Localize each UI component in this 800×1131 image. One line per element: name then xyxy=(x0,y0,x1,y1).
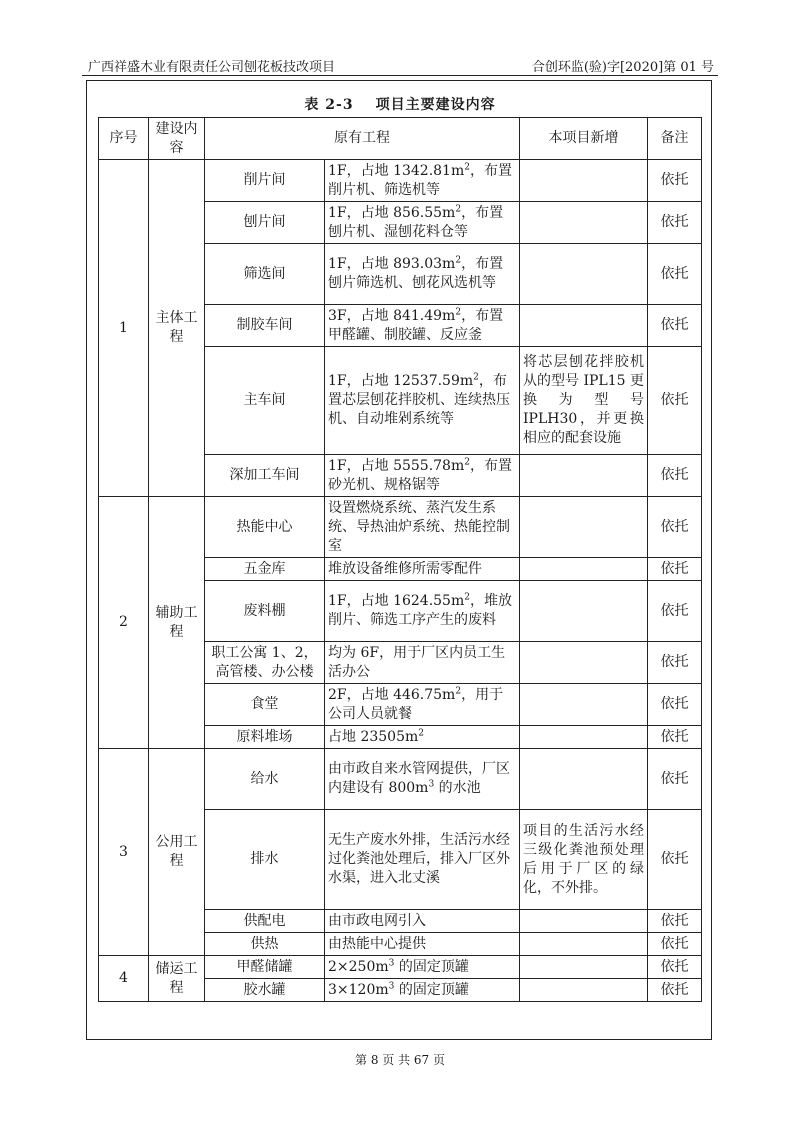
new-addition xyxy=(520,726,648,749)
remark: 依托 xyxy=(648,642,702,684)
original-project: 1F，占地 $893.03m^2$，布置刨片筛选机、刨花风选机等 xyxy=(325,244,520,305)
original-project: 3F，占地 $841.49m^2$，布置甲醛罐、制胶罐、反应釜 xyxy=(325,305,520,347)
new-addition xyxy=(520,455,648,497)
facility-name: 筛选间 xyxy=(205,244,325,305)
column-header-new: 本项目新增 xyxy=(520,118,648,160)
new-addition: 将芯层刨花拌胶机从的型号 IPL15 更换为型号 IPLH30，并更换相应的配套设施 xyxy=(520,347,648,455)
table-row xyxy=(99,956,702,979)
table-caption: 项目主要建设内容 xyxy=(375,97,496,113)
header-project-name: 广西祥盛木业有限责任公司刨花板技改项目 xyxy=(88,60,336,75)
new-addition xyxy=(520,202,648,244)
facility-name: 原料堆场 xyxy=(205,726,325,749)
facility-name: 胶水罐 xyxy=(205,979,325,1002)
group-category: 公用工程 xyxy=(149,749,205,956)
facility-name: 供配电 xyxy=(205,910,325,933)
facility-name: 主车间 xyxy=(205,347,325,455)
new-addition xyxy=(520,244,648,305)
new-addition xyxy=(520,910,648,933)
facility-name: 甲醛储罐 xyxy=(205,956,325,979)
column-header-category: 建设内容 xyxy=(149,118,205,160)
facility-name: 削片间 xyxy=(205,160,325,202)
original-project: 2F，占地 $446.75m^2$，用于公司人员就餐 xyxy=(325,684,520,726)
table-row xyxy=(99,749,702,810)
remark: 依托 xyxy=(648,497,702,558)
new-addition xyxy=(520,581,648,642)
original-project: 由市政电网引入 xyxy=(325,910,520,933)
facility-name: 刨片间 xyxy=(205,202,325,244)
remark: 依托 xyxy=(648,979,702,1002)
column-header-original: 原有工程 xyxy=(205,118,520,160)
original-project: 由热能中心提供 xyxy=(325,933,520,956)
remark: 依托 xyxy=(648,581,702,642)
original-project: 1F，占地 $5555.78m^2$，布置砂光机、规格锯等 xyxy=(325,455,520,497)
new-addition xyxy=(520,749,648,810)
original-project: $2\times 250m^3$ 的固定顶罐 xyxy=(325,956,520,979)
column-header-note: 备注 xyxy=(648,118,702,160)
facility-name: 给水 xyxy=(205,749,325,810)
remark: 依托 xyxy=(648,810,702,910)
header-rule xyxy=(82,75,718,76)
header-document-number: 合创环监(验)字[2020]第 01 号 xyxy=(531,60,714,75)
column-header-no: 序号 xyxy=(99,118,149,160)
original-project: 设置燃烧系统、蒸汽发生系统、导热油炉系统、热能控制室 xyxy=(325,497,520,558)
facility-name: 供热 xyxy=(205,933,325,956)
remark: 依托 xyxy=(648,684,702,726)
group-category: 储运工程 xyxy=(149,956,205,1002)
new-addition xyxy=(520,933,648,956)
original-project: 占地 $23505m^2$ xyxy=(325,726,520,749)
original-project: $3\times 120m^3$ 的固定顶罐 xyxy=(325,979,520,1002)
page-footer: 第 8 页 共 67 页 xyxy=(355,1053,445,1067)
group-number: 4 xyxy=(99,956,149,1002)
new-addition xyxy=(520,684,648,726)
original-project: 均为 6F，用于厂区内员工生活办公 xyxy=(325,642,520,684)
table-number: 表 2-3 xyxy=(304,97,354,113)
facility-name: 热能中心 xyxy=(205,497,325,558)
group-category: 辅助工程 xyxy=(149,497,205,749)
new-addition xyxy=(520,160,648,202)
remark: 依托 xyxy=(648,956,702,979)
facility-name: 职工公寓 1、2，高管楼、办公楼 xyxy=(205,642,325,684)
new-addition xyxy=(520,642,648,684)
table-body xyxy=(99,160,702,1002)
remark: 依托 xyxy=(648,726,702,749)
facility-name: 制胶车间 xyxy=(205,305,325,347)
remark: 依托 xyxy=(648,749,702,810)
remark: 依托 xyxy=(648,558,702,581)
facility-name: 五金库 xyxy=(205,558,325,581)
group-number: 1 xyxy=(99,160,149,497)
construction-content-table xyxy=(98,117,702,1002)
table-row xyxy=(99,160,702,202)
original-project: 1F，占地 $12537.59m^2$，布置芯层刨花拌胶机、连续热压机、自动堆剁系统等 xyxy=(325,347,520,455)
table-row xyxy=(99,497,702,558)
original-project: 堆放设备维修所需零配件 xyxy=(325,558,520,581)
original-project: 1F，占地 $856.55m^2$，布置刨片机、湿刨花料仓等 xyxy=(325,202,520,244)
new-addition xyxy=(520,558,648,581)
new-addition xyxy=(520,305,648,347)
remark: 依托 xyxy=(648,202,702,244)
new-addition: 项目的生活污水经三级化粪池预处理后用于厂区的绿化，不外排。 xyxy=(520,810,648,910)
facility-name: 排水 xyxy=(205,810,325,910)
original-project: 1F，占地 $1624.55m^2$，堆放削片、筛选工序产生的废料 xyxy=(325,581,520,642)
remark: 依托 xyxy=(648,455,702,497)
facility-name: 食堂 xyxy=(205,684,325,726)
facility-name: 深加工车间 xyxy=(205,455,325,497)
group-category: 主体工程 xyxy=(149,160,205,497)
remark: 依托 xyxy=(648,910,702,933)
new-addition xyxy=(520,979,648,1002)
table-title xyxy=(0,94,800,114)
new-addition xyxy=(520,497,648,558)
facility-name: 废料棚 xyxy=(205,581,325,642)
remark: 依托 xyxy=(648,347,702,455)
original-project: 由市政自来水管网提供，厂区内建设有 $800m^3$ 的水池 xyxy=(325,749,520,810)
remark: 依托 xyxy=(648,305,702,347)
remark: 依托 xyxy=(648,160,702,202)
remark: 依托 xyxy=(648,933,702,956)
original-project: 1F，占地 $1342.81m^2$，布置削片机、筛选机等 xyxy=(325,160,520,202)
group-number: 3 xyxy=(99,749,149,956)
remark: 依托 xyxy=(648,244,702,305)
new-addition xyxy=(520,956,648,979)
original-project: 无生产废水外排，生活污水经过化粪池处理后，排入厂区外水渠，进入北丈溪 xyxy=(325,810,520,910)
group-number: 2 xyxy=(99,497,149,749)
